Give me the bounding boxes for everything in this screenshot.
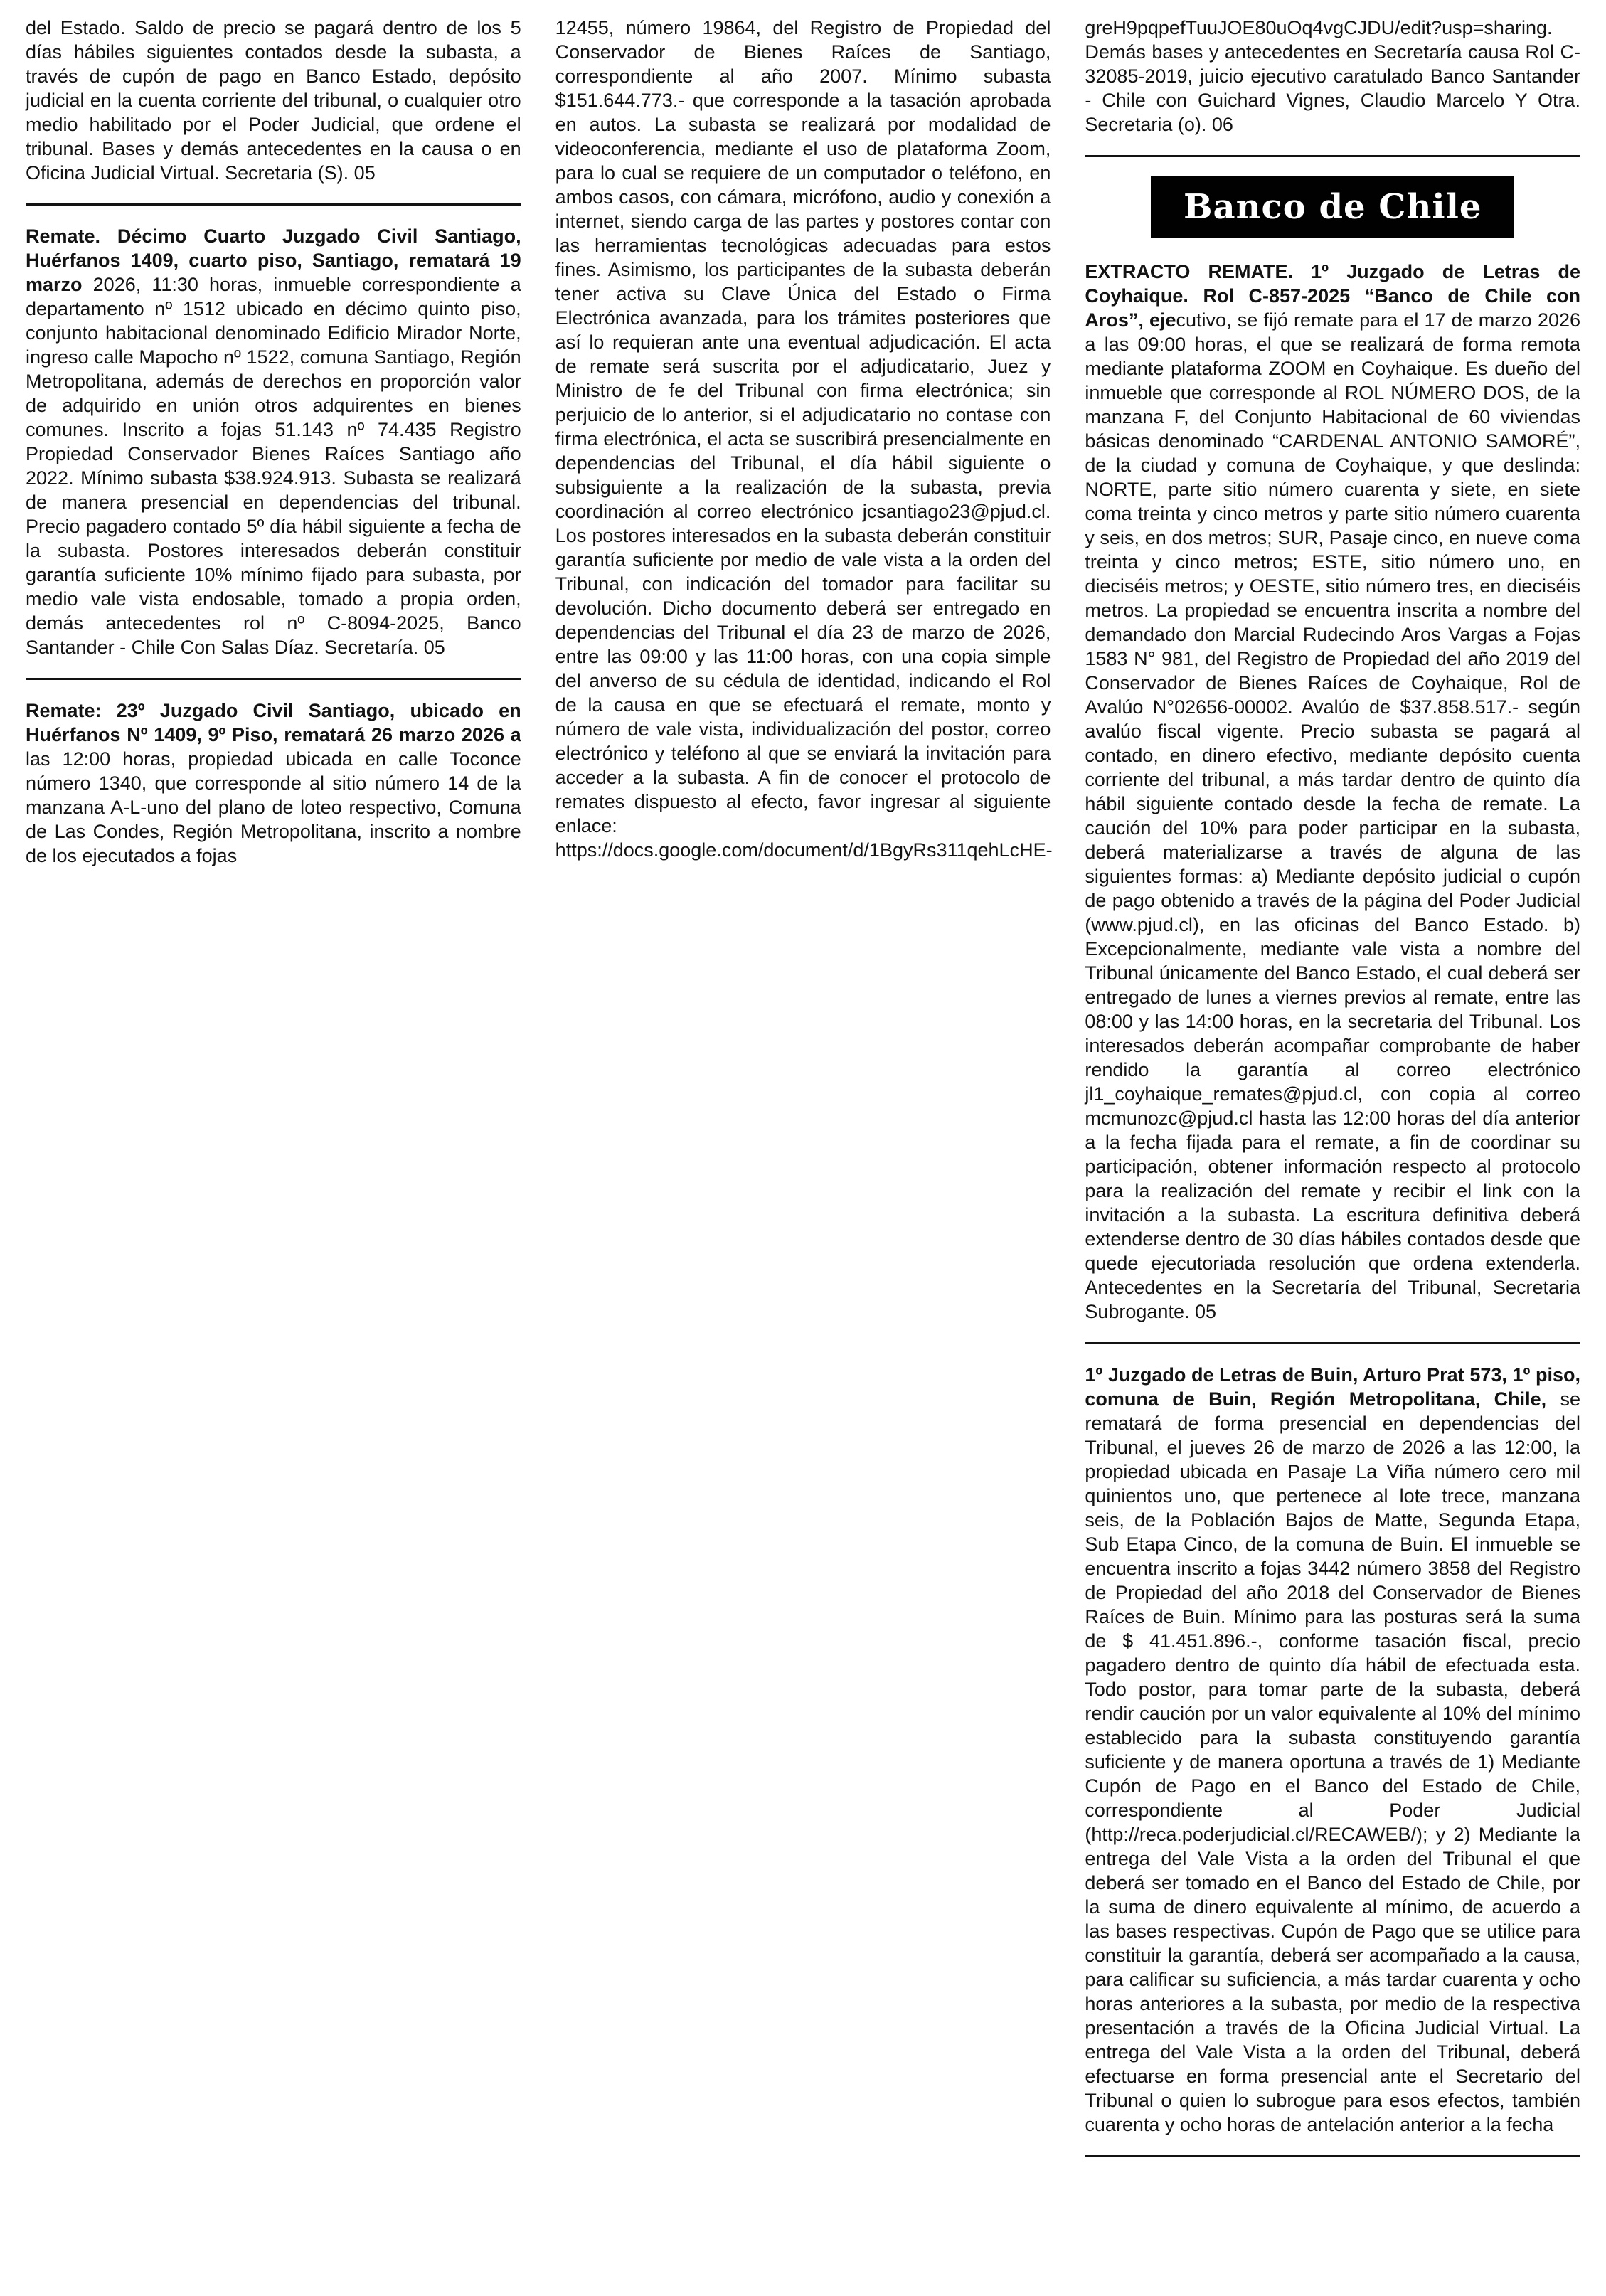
- notice-lead: 1º Juzgado de Letras de Buin, Arturo Prat 573, 1º piso, comuna de Buin, Región Metropolitana, Chile,: [1085, 1364, 1581, 1410]
- notice-remate-23-juzgado-continuation: [555, 16, 1051, 862]
- notice-divider: [26, 678, 521, 680]
- notice-body: greH9pqpefTuuJOE80uOq4vgCJDU/edit?usp=sharing. Demás bases y antecedentes en Secretaría causa Rol C-32085-2019, juicio ejecutivo caratulado Banco Santander - Chile con Guichard Vignes, Claudio Marcelo Y Otra. Secretaria (o). 06: [1085, 17, 1581, 135]
- notice-body: se rematará de forma presencial en dependencias del Tribunal, el jueves 26 de marzo de 2026 a las 12:00, la propiedad ubicada en Pasaje La Viña número cero mil quinientos uno, que pertenece al lote trece, manzana seis, de la Población Bajos de Matte, Segunda Etapa, Sub Etapa Cinco, de la comuna de Buin. El inmueble se encuentra inscrito a fojas 3442 número 3858 del Registro de Propiedad del año 2018 del Conservador de Bienes Raíces de Buin. Mínimo para las posturas será la suma de $ 41.451.896.-, conforme tasación fiscal, precio pagadero dentro de quinto día hábil de efectuada esta. Todo postor, para tomar parte de la subasta, deberá rendir caución por un valor equivalente al 10% del mínimo establecido para la subasta constituyendo garantía suficiente y de manera oportuna a través de 1) Mediante Cupón de Pago en el Banco del Estado de Chile, correspondiente al Poder Judicial (http://reca.poderjudicial.cl/RECAWEB/); y 2) Mediante la entrega del Vale Vista a la orden del Tribunal el que deberá ser tomado en el Banco del Estado de Chile, por la suma de dinero equivalente al mínimo, de acuerdo a las bases respectivas. Cupón de Pago que se utilice para constituir la garantía, deberá ser acompañado a la causa, para calificar su suficiencia, a más tardar cuarenta y ocho horas anteriores a la subasta, por medio de la respectiva presentación a través de la Oficina Judicial Virtual. La entrega del Vale Vista a la orden del Tribunal, deberá efectuarse en forma presencial ante el Secretario del Tribunal o quien lo subrogue para esos efectos, también cuarenta y ocho horas de antelación anterior a la fecha: [1085, 1388, 1581, 2135]
- notice-saldo-precio-continuation: [26, 16, 521, 185]
- column-2: [555, 16, 1051, 2296]
- notice-lead: Remate: 23º Juzgado Civil Santiago, ubicado en Huérfanos Nº 1409, 9º Piso, rematará 26 marzo 2026 a: [26, 700, 521, 745]
- banco-de-chile-logo-text: Banco de Chile: [1183, 187, 1482, 227]
- notice-santander-rol-continuation: [1085, 16, 1580, 137]
- banco-de-chile-logo-box: [1151, 176, 1514, 238]
- column-3: [1085, 16, 1580, 2296]
- notice-extracto-remate-coyhaique: [1085, 260, 1580, 1324]
- notice-lead: EXTRACTO REMATE. 1º Juzgado de Letras de Coyhaique. Rol C-857-2025 “Banco de Chile con Aros”, eje: [1085, 261, 1581, 331]
- notice-body: 12455, número 19864, del Registro de Propiedad del Conservador de Bienes Raíces de Santiago, correspondiente al año 2007. Mínimo subasta $151.644.773.- que corresponde a la tasación aprobada en autos. La subasta se realizará por modalidad de videoconferencia, mediante el uso de plataforma Zoom, para lo cual se requiere de un computador o teléfono, en ambos casos, con cámara, micrófono, audio y conexión a internet, siendo carga de las partes y postores contar con las herramientas tecnológicas adecuadas para estos fines. Asimismo, los participantes de la subasta deberán tener activa su Clave Única del Estado o Firma Electrónica avanzada, para los trámites posteriores que así lo requieran ante una eventual adjudicación. El acta de remate será suscrita por el adjudicatario, Juez y Ministro de fe del Tribunal con firma electrónica; sin perjuicio de lo anterior, si el adjudicatario no contase con firma electrónica, el acta se suscribirá presencialmente en dependencias del Tribunal, el día hábil siguiente o subsiguiente a la realización de la subasta, previa coordinación al correo electrónico jcsantiago23@pjud.cl. Los postores interesados en la subasta deberán constituir garantía suficiente por medio de vale vista a la orden del Tribunal, con indicación del tomador para facilitar su devolución. Dicho documento deberá ser entregado en dependencias del Tribunal el día 23 de marzo de 2026, entre las 09:00 y las 11:00 horas, con una copia simple del anverso de su cédula de identidad, indicando el Rol de la causa en que se efectuará el remate, monto y número de vale vista, individualización del postor, correo electrónico y teléfono al que se enviará la invitación para acceder a la subasta. A fin de conocer el protocolo de remates dispuesto al efecto, favor ingresar al siguiente enlace: https://docs.google.com/document/d/1BgyRs311qehLcHE-: [555, 17, 1053, 861]
- banco-de-chile-logo: [1085, 176, 1580, 238]
- notice-body: del Estado. Saldo de precio se pagará dentro de los 5 días hábiles siguientes contados desde la subasta, a través de cupón de pago en Banco Estado, depósito judicial en la cuenta corriente del tribunal, o cualquier otro medio habilitado por el Poder Judicial, que ordene el tribunal. Bases y demás antecedentes en la causa o en Oficina Judicial Virtual. Secretaria (S). 05: [26, 17, 521, 184]
- notice-divider: [26, 203, 521, 206]
- notice-divider: [1085, 155, 1580, 157]
- notice-divider: [1085, 2155, 1580, 2157]
- notice-remate-23-juzgado: [26, 698, 521, 868]
- notice-lead: Remate. Décimo Cuarto Juzgado Civil Santiago, Huérfanos 1409, cuarto piso, Santiago, rematará 19 marzo: [26, 225, 521, 295]
- notice-body: las 12:00 horas, propiedad ubicada en calle Toconce número 1340, que corresponde al sitio número 14 de la manzana A-L-uno del plano de loteo respectivo, Comuna de Las Condes, Región Metropolitana, inscrito a nombre de los ejecutados a fojas: [26, 748, 521, 866]
- notice-body: 2026, 11:30 horas, inmueble correspondiente a departamento nº 1512 ubicado en décimo quinto piso, conjunto habitacional denominado Edificio Mirador Norte, ingreso calle Mapocho nº 1522, comuna Santiago, Región Metropolitana, además de derechos en proporción valor de adquirido en unión otros adquirentes en bienes comunes. Inscrito a fojas 51.143 nº 74.435 Registro Propiedad Conservador Bienes Raíces Santiago año 2022. Mínimo subasta $38.924.913. Subasta se realizará de manera presencial en dependencias del tribunal. Precio pagadero contado 5º día hábil siguiente a fecha de la subasta. Postores interesados deberán constituir garantía suficiente 10% mínimo fijado para subasta, por medio vale vista endosable, tomado a propia orden, demás antecedentes rol nº C-8094-2025, Banco Santander - Chile Con Salas Díaz. Secretaría. 05: [26, 274, 521, 658]
- column-1: [26, 16, 521, 2296]
- notice-remate-decimo-cuarto-juzgado: [26, 224, 521, 659]
- notice-body: cutivo, se fijó remate para el 17 de marzo 2026 a las 09:00 horas, el que se realizará de forma remota mediante plataforma ZOOM en Coyhaique. Es dueño del inmueble que corresponde al ROL NÚMERO DOS, de la manzana F, del Conjunto Habitacional de 60 viviendas básicas denominado “CARDENAL ANTONIO SAMORÉ”, de la ciudad y comuna de Coyhaique, y que deslinda: NORTE, parte sitio número cuarenta y siete, en siete coma treinta y cinco metros y parte sitio número cuarenta y seis, en dos metros; SUR, Pasaje cinco, en nueve coma treinta y cinco metros; ESTE, sitio número uno, en dieciséis metros; y OESTE, sitio número tres, en dieciséis metros. La propiedad se encuentra inscrita a nombre del demandado don Marcial Rudecindo Aros Vargas a Fojas 1583 N° 981, del Registro de Propiedad del año 2019 del Conservador de Bienes Raíces de Coyhaique, Rol de Avalúo N°02656-00002. Avalúo de $37.858.517.- según avalúo fiscal vigente. Precio subasta se pagará al contado, en dinero efectivo, mediante depósito cuenta corriente del tribunal, a más tardar dentro de quinto día hábil siguiente contado desde la fecha de remate. La caución del 10% para poder participar en la subasta, deberá materializarse a través de alguna de las siguientes formas: a) Mediante depósito judicial o cupón de pago obtenido a través de la página del Poder Judicial (www.pjud.cl), en las oficinas del Banco Estado. b) Excepcionalmente, mediante vale vista a nombre del Tribunal únicamente del Banco Estado, el cual deberá ser entregado de lunes a viernes previos al remate, entre las 08:00 y las 14:00 horas, en la secretaria del Tribunal. Los interesados deberán acompañar comprobante de haber rendido la garantía al correo electrónico jl1_coyhaique_remates@pjud.cl, con copia al correo mcmunozc@pjud.cl hasta las 12:00 horas del día anterior a la fecha fijada para el remate, a fin de coordinar su participación, obtener información respecto al protocolo para la realización del remate y recibir el link con la invitación a la subasta. La escritura definitiva deberá extenderse dentro de 30 días hábiles contados desde que quede ejecutoriada resolución que ordena extenderla. Antecedentes en la Secretaría del Tribunal, Secretaria Subrogante. 05: [1085, 309, 1581, 1322]
- notice-remate-buin: [1085, 1363, 1580, 2137]
- notice-divider: [1085, 1342, 1580, 1344]
